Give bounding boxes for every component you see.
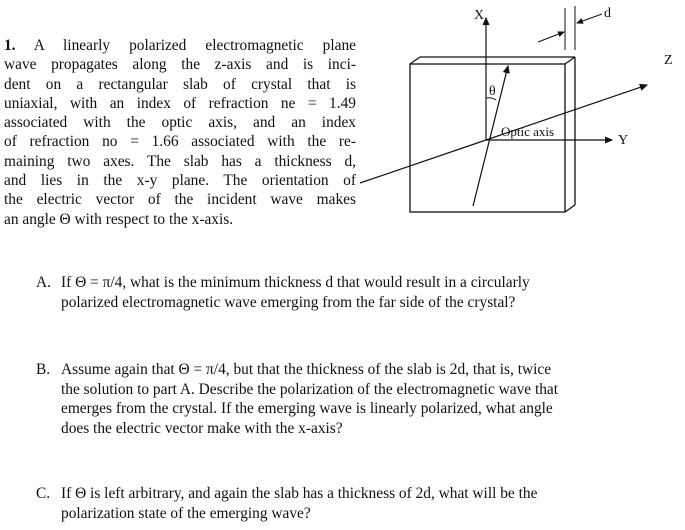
problem-line-9: the electric vector of the incident wave makes bbox=[4, 191, 356, 209]
problem-line-6: of refraction no = 1.66 associated with the re- bbox=[4, 133, 356, 151]
part-c-line-2: polarization state of the emerging wave? bbox=[61, 504, 311, 522]
part-b-line-4: does the electric vector make with the x-axis? bbox=[61, 419, 343, 437]
part-b-letter: B. bbox=[36, 361, 51, 378]
part-b-line-3: emerges from the crystal. If the emerging wave is linearly polarized, what angle bbox=[61, 400, 553, 417]
problem-line-7: maining two axes. The slab has a thickness d, bbox=[4, 152, 356, 170]
problem-line-3: dent on a rectangular slab of crystal that is bbox=[4, 75, 356, 93]
optic-axis-label: Optic axis bbox=[501, 124, 555, 139]
slab-top-left-edge bbox=[410, 57, 420, 64]
part-b-line-2: the solution to part A. Describe the polarization of the electromagnetic wave that bbox=[61, 380, 559, 398]
z-axis-label: Z bbox=[664, 53, 673, 68]
problem-line-4: uniaxial, with an index of refraction ne = 1.49 bbox=[4, 94, 356, 112]
figure-diagram bbox=[346, 0, 685, 240]
z-axis-incoming bbox=[360, 140, 486, 183]
part-a-line-1: If Θ = π/4, what is the minimum thickness d that would result in a circularly bbox=[61, 274, 530, 291]
problem-line-1: 1. A linearly polarized electromagnetic plane bbox=[4, 37, 356, 54]
problem-line-5: associated with the optic axis, and an index bbox=[4, 114, 356, 132]
crystal-slab-figure bbox=[346, 0, 685, 240]
problem-line-2: wave propagates along the z-axis and is inci- bbox=[4, 56, 356, 74]
x-axis-label: X bbox=[474, 8, 485, 23]
part-c-letter: C. bbox=[36, 485, 51, 502]
part-a-letter: A. bbox=[36, 274, 51, 291]
d-arrow-right bbox=[577, 14, 602, 23]
part-c-line-1: If Θ is left arbitrary, and again the slab has a thickness of 2d, what will be the bbox=[61, 485, 538, 502]
problem-line-8: and lies in the x-y plane. The orientation of bbox=[4, 172, 356, 190]
part-b-line-1: Assume again that Θ = π/4, but that the thickness of the slab is 2d, that is, twice bbox=[61, 361, 552, 378]
d-arrow-left bbox=[538, 32, 564, 42]
thickness-d-label: d bbox=[604, 6, 611, 21]
slab-top-right-edge bbox=[565, 57, 575, 64]
y-axis-label: Y bbox=[618, 133, 629, 148]
part-c bbox=[36, 484, 626, 523]
part-a bbox=[36, 273, 626, 312]
problem-number: 1. bbox=[4, 37, 16, 54]
part-b bbox=[36, 360, 626, 438]
problem-statement bbox=[4, 36, 356, 229]
part-a-line-2: polarized electromagnetic wave emerging from the far side of the crystal? bbox=[61, 293, 516, 311]
theta-label: θ bbox=[489, 84, 496, 99]
problem-line-10: an angle Θ with respect to the x-axis. bbox=[4, 210, 234, 228]
slab-bottom-right-edge bbox=[565, 205, 575, 212]
